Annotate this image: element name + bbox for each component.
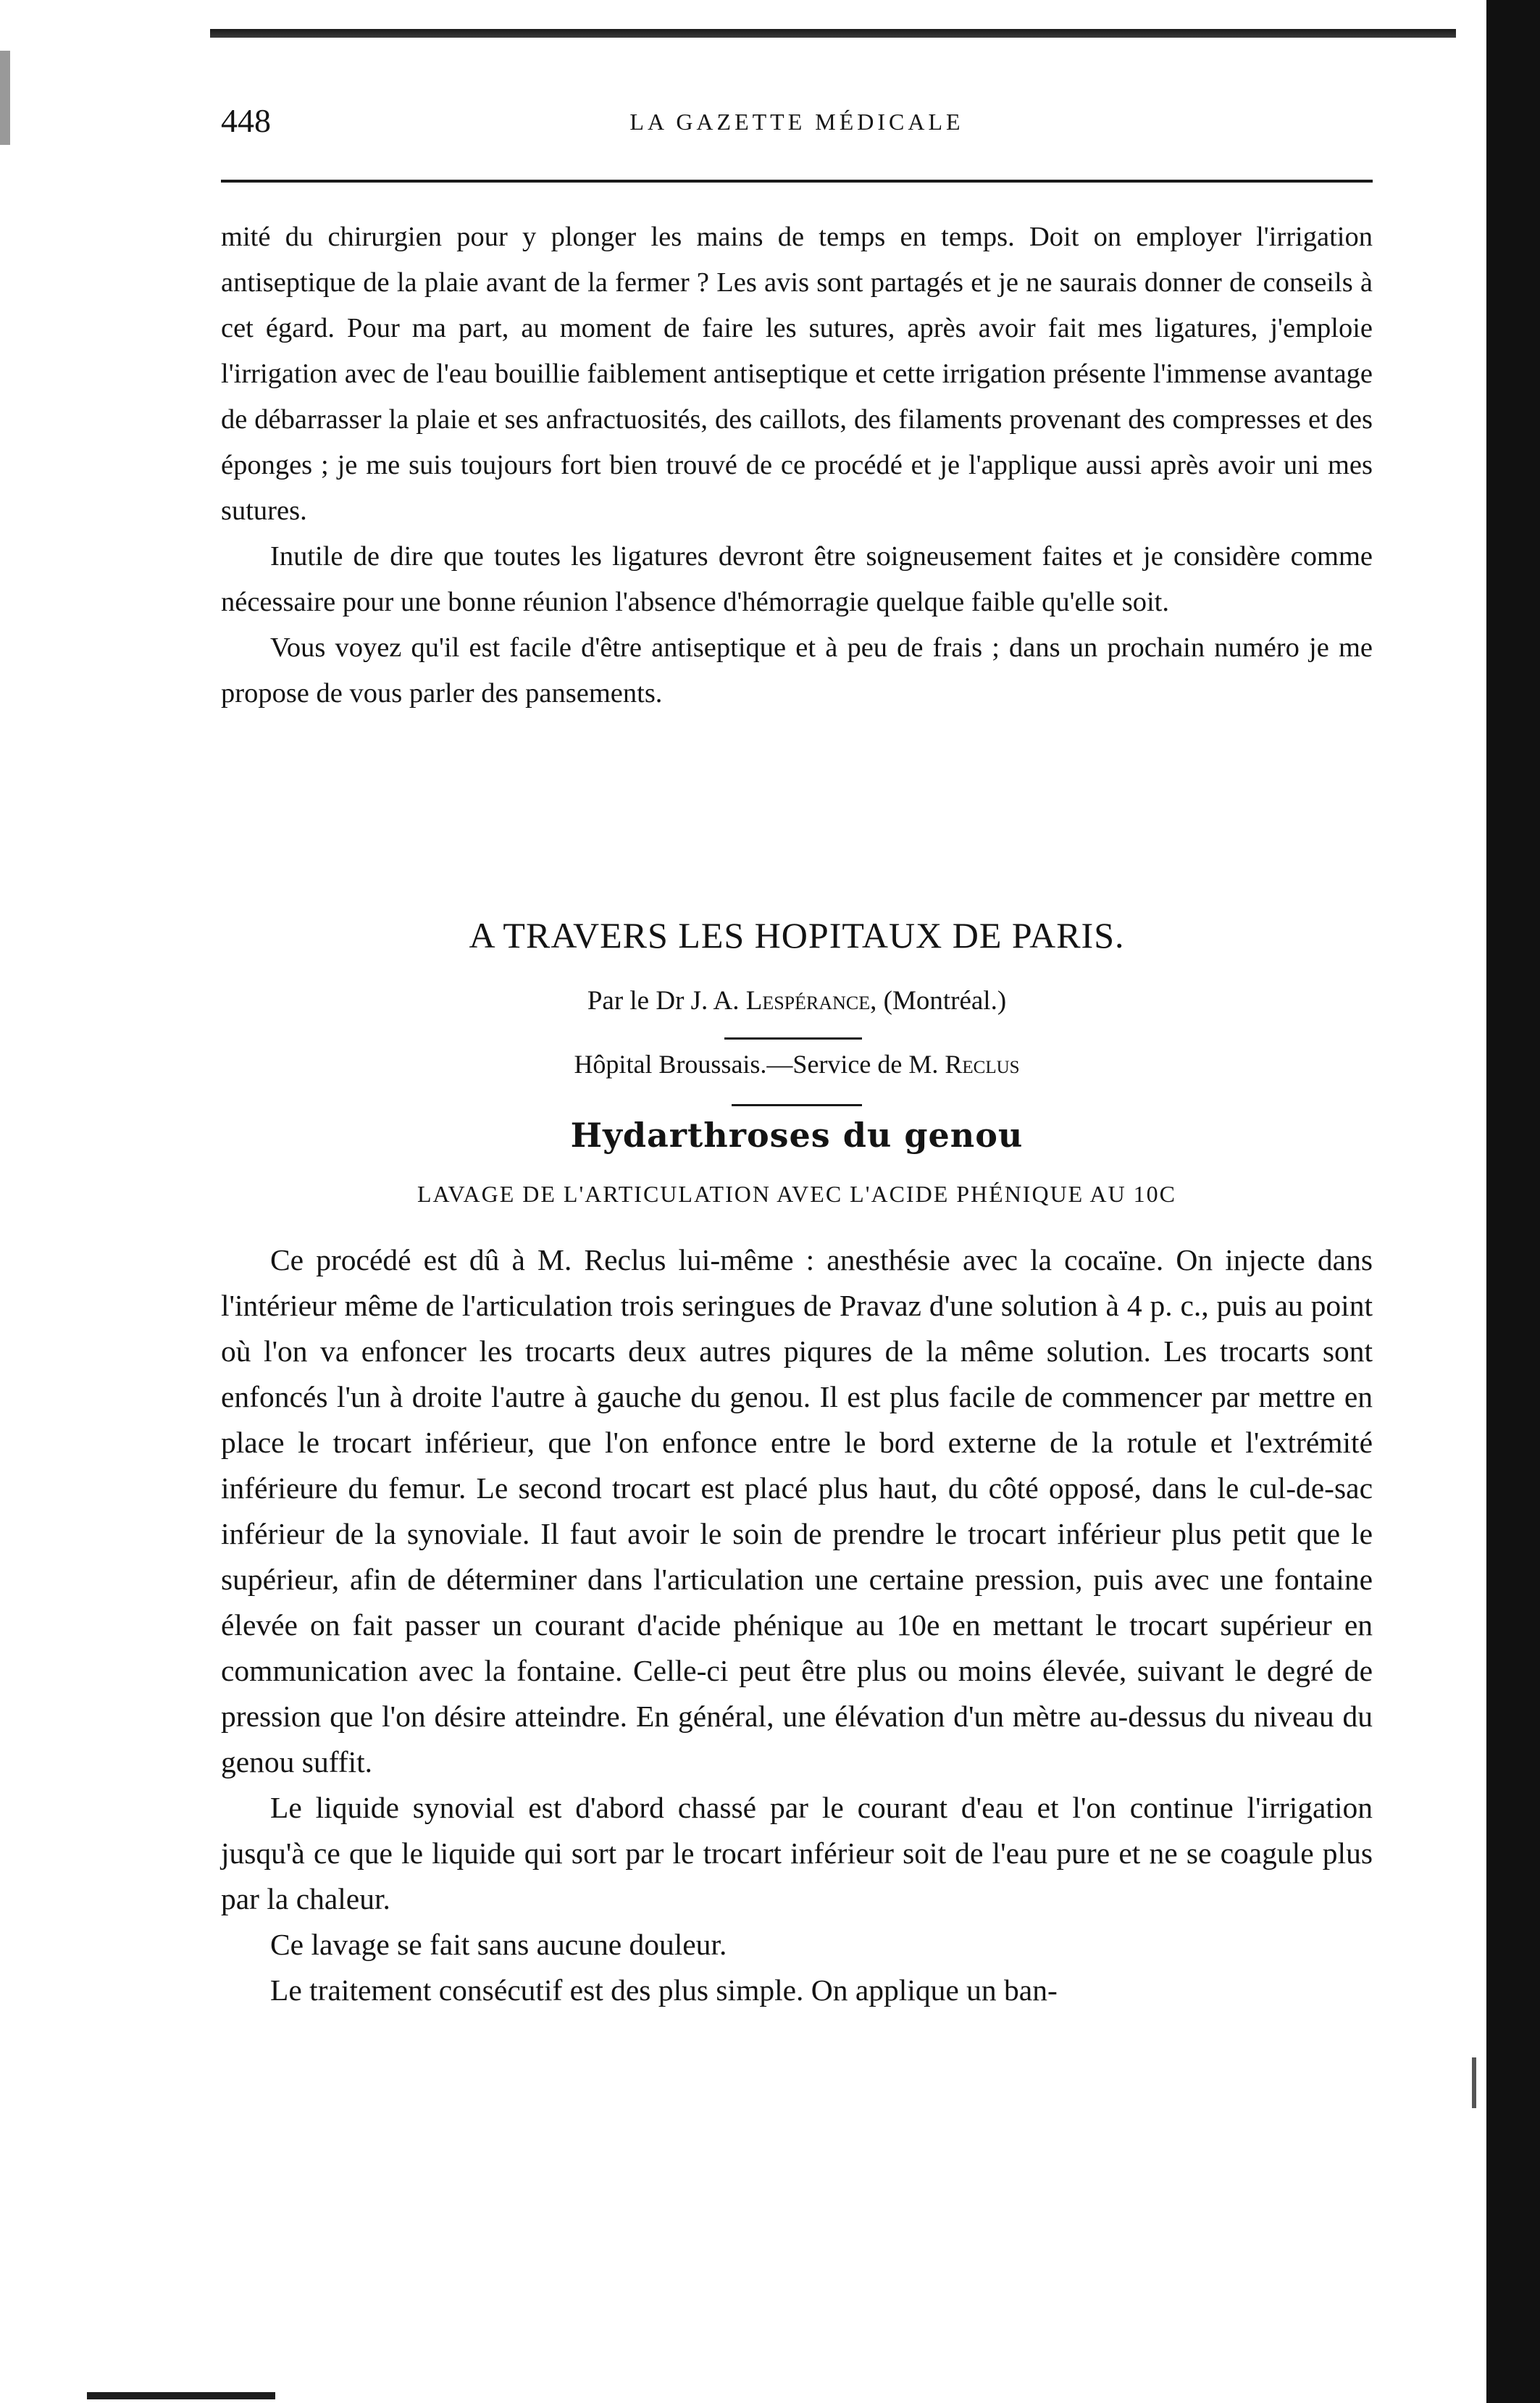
scan-edge-top [210,29,1456,38]
hospital-doctor: Reclus [945,1050,1020,1079]
paragraph: Le traitement consécutif est des plus simple. On applique un ban- [270,1973,1058,2007]
scan-edge-left-mark [0,51,10,145]
journal-title: LA GAZETTE MÉDICALE [629,109,964,135]
scan-edge-bottom-mark [87,2392,275,2399]
paragraph: Ce procédé est dû à M. Reclus lui-même : anesthésie avec la cocaïne. On injecte dans l'intérieur même de l'articulation trois seringues de Pravaz d'une solution à 4 p. c., puis au point où l'on va enfoncer les trocarts deux autres piqures de la même solution. Les trocarts sont enfoncés l'un à droite l'autre à gauche du genou. Il est plus facile de commencer par mettre en place le trocart inférieur, que l'on enfonce entre le bord externe de la rotule et l'extrémité inférieure du femur. Le second trocart est placé plus haut, du côté opposé, dans le cul-de-sac inférieur de la synoviale. Il faut avoir le soin de prendre le trocart inférieur plus petit que le supérieur, afin de déterminer dans l'articulation une certaine pression, puis avec une fontaine élevée on fait passer un courant d'acide phénique au 10e en mettant le trocart supérieur en communication avec la fontaine. Celle-ci peut être plus ou moins élevée, suivant le degré de pression que l'on désire atteindre. En général, une élévation d'un mètre au-dessus du niveau du genou suffit. [221,1243,1373,1779]
margin-mark [1472,2057,1476,2108]
byline-author: Lespérance, [745,986,877,1016]
byline-prefix: Par le Dr J. A. [587,986,740,1016]
byline-place: (Montréal.) [883,986,1007,1016]
article-body [221,1237,1373,2013]
paragraph: Le liquide synovial est d'abord chassé par le courant d'eau et l'on continue l'irrigation jusqu'à ce que le liquide qui sort par le trocart inférieur soit de l'eau pure et ne se coagule plus par la chaleur. [221,1791,1373,1915]
header-rule [221,180,1373,183]
divider [732,1104,862,1106]
section-subtitle: LAVAGE DE L'ARTICULATION AVEC L'ACIDE PHÉNIQUE AU 10C [417,1181,1177,1207]
hospital-line [221,1049,1373,1079]
scan-edge-right [1486,0,1540,2403]
paragraph: Inutile de dire que toutes les ligatures devront être soigneusement faites et je considère comme nécessaire pour une bonne réunion l'absence d'hémorragie quelque faible qu'elle soit. [221,541,1373,617]
page-number: 448 [221,102,271,139]
divider [724,1037,862,1040]
paragraph: Ce lavage se fait sans aucune douleur. [270,1928,727,1961]
byline [221,985,1373,1016]
paragraph: Vous voyez qu'il est facile d'être antiseptique et à peu de frais ; dans un prochain numéro je me propose de vous parler des pansements. [221,632,1373,709]
section-title: Hydarthroses du genou [570,1116,1024,1155]
hospital-prefix: Hôpital Broussais.—Service de M. [574,1050,939,1079]
previous-article-text [221,214,1373,716]
paragraph: mité du chirurgien pour y plonger les mains de temps en temps. Doit on employer l'irrigation antiseptique de la plaie avant de la fermer ? Les avis sont partagés et je ne saurais donner de conseils à cet égard. Pour ma part, au moment de faire les sutures, après avoir fait mes ligatures, j'emploie l'irrigation avec de l'eau bouillie faiblement antiseptique et cette irrigation présente l'immense avantage de débarrasser la plaie et ses anfractuosités, des caillots, des filaments provenant des compresses et des éponges ; je me suis toujours fort bien trouvé de ce procédé et je l'applique aussi après avoir uni mes sutures. [221,222,1373,526]
running-head [221,101,1373,145]
article-title: A TRAVERS LES HOPITAUX DE PARIS. [469,915,1125,956]
